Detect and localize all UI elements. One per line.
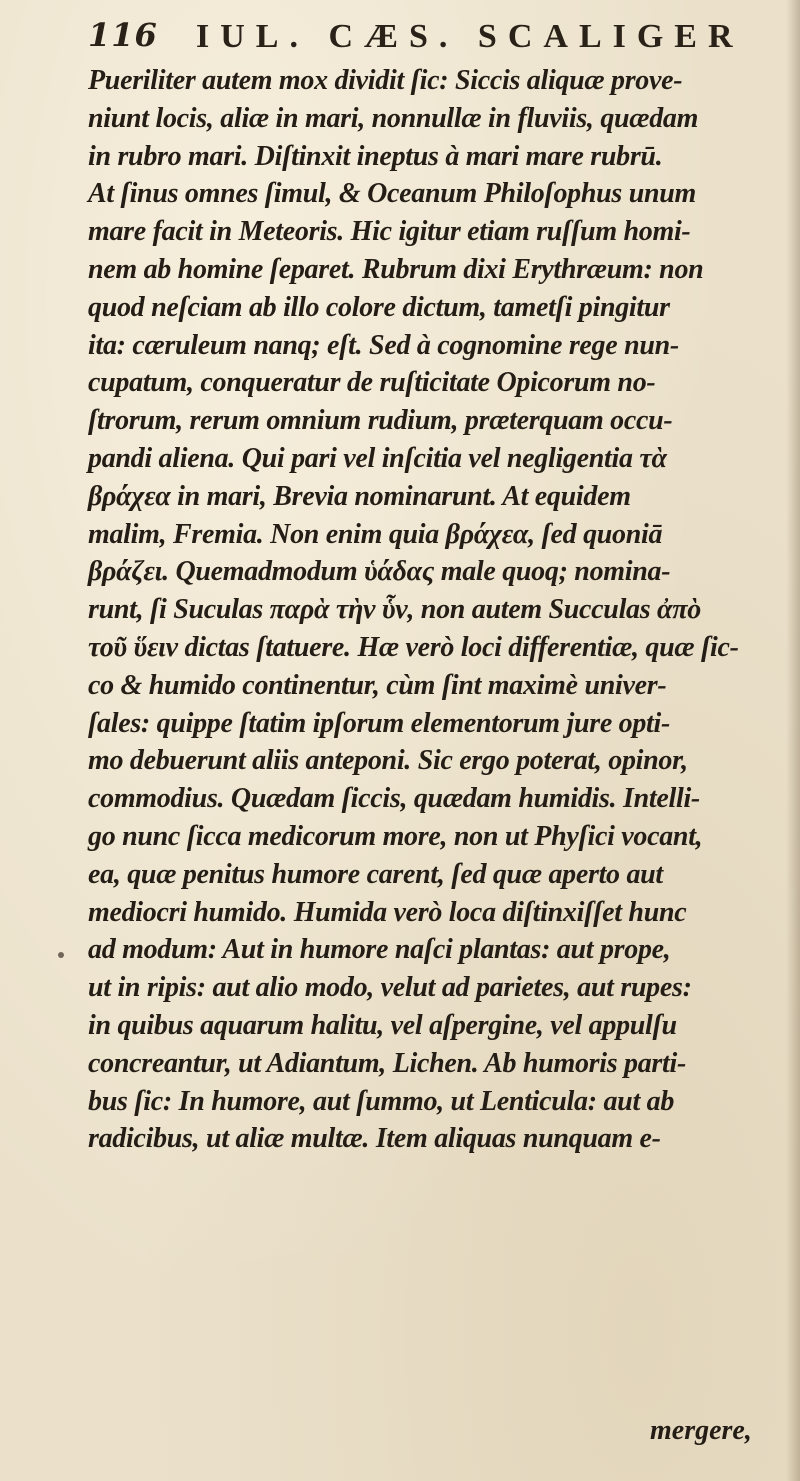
text-line: βράζει. Quemadmodum ὑάδας male quoq; nomina- (88, 556, 671, 588)
text-line: τοῦ ὕειν dictas ſtatuere. Hæ verò loci differentiæ, quæ ſic- (88, 631, 739, 663)
text-line: ſtrorum, rerum omnium rudium, præterquam occu- (88, 405, 673, 437)
text-line: quod neſciam ab illo colore dictum, tametſi pingitur (88, 291, 670, 323)
text-line: commodius. Quædam ſiccis, quædam humidis. Intelli- (88, 783, 700, 815)
text-line: in quibus aquarum halitu, vel aſpergine, vel appulſu (88, 1009, 677, 1041)
text-line: At ſinus omnes ſimul, & Oceanum Philoſophus unum (88, 178, 696, 210)
text-line: nem ab homine ſeparet. Rubrum dixi Erythræum: non (88, 253, 704, 285)
ink-speck (58, 952, 64, 958)
text-line: mo debuerunt aliis anteponi. Sic ergo poterat, opinor, (88, 745, 688, 777)
text-line: Pueriliter autem mox dividit ſic: Siccis aliquæ prove- (88, 65, 683, 96)
text-line: co & humido continentur, cùm ſint maximè univer- (88, 669, 667, 701)
text-line: ita: cæruleum nanq; eſt. Sed à cognomine rege nun- (88, 329, 679, 361)
text-line: ad modum: Aut in humore naſci plantas: aut prope, (88, 934, 671, 966)
text-line: malim, Fremia. Non enim quia βράχεα, ſed quoniā (88, 518, 663, 550)
text-line: runt, ſi Suculas παρὰ τὴν ὗν, non autem Succulas ἀπὸ (88, 594, 701, 626)
text-line: ea, quæ penitus humore carent, ſed quæ aperto aut (88, 858, 663, 890)
text-line: go nunc ſicca medicorum more, non ut Phyſici vocant, (88, 820, 703, 852)
text-line: cupatum, conqueratur de ruſticitate Opicorum no- (88, 367, 656, 399)
text-line: radicibus, ut aliæ multæ. Item aliquas nunquam e- (88, 1123, 661, 1155)
page-header (88, 10, 744, 58)
text-line: niunt locis, aliæ in mari, nonnullæ in fluviis, quædam (88, 102, 699, 134)
text-line: ſales: quippe ſtatim ipſorum elementorum jure opti- (88, 707, 671, 739)
text-line: ut in ripis: aut alio modo, velut ad parietes, aut rupes: (88, 972, 692, 1004)
text-line: in rubro mari. Diſtinxit ineptus à mari mare rubrū. (88, 140, 663, 172)
text-line: pandi aliena. Qui pari vel inſcitia vel negligentia τὰ (88, 442, 667, 474)
text-line: concreantur, ut Adiantum, Lichen. Ab humoris parti- (88, 1047, 686, 1079)
text-line: mare facit in Meteoris. Hic igitur etiam ruſſum homi- (88, 216, 691, 248)
page-number: 116 (88, 16, 158, 54)
catchword: mergere, (650, 1415, 752, 1446)
text-line: bus ſic: In humore, aut ſummo, ut Lenticula: aut ab (88, 1085, 675, 1117)
running-head: IUL. CÆS. SCALIGER (196, 18, 744, 55)
text-line: βράχεα in mari, Brevia nominarunt. At equidem (88, 480, 631, 512)
text-line: mediocri humido. Humida verò loca diſtinxiſſet hunc (88, 896, 687, 928)
page-edge-shadow (786, 0, 800, 1481)
body-text (88, 62, 788, 1158)
